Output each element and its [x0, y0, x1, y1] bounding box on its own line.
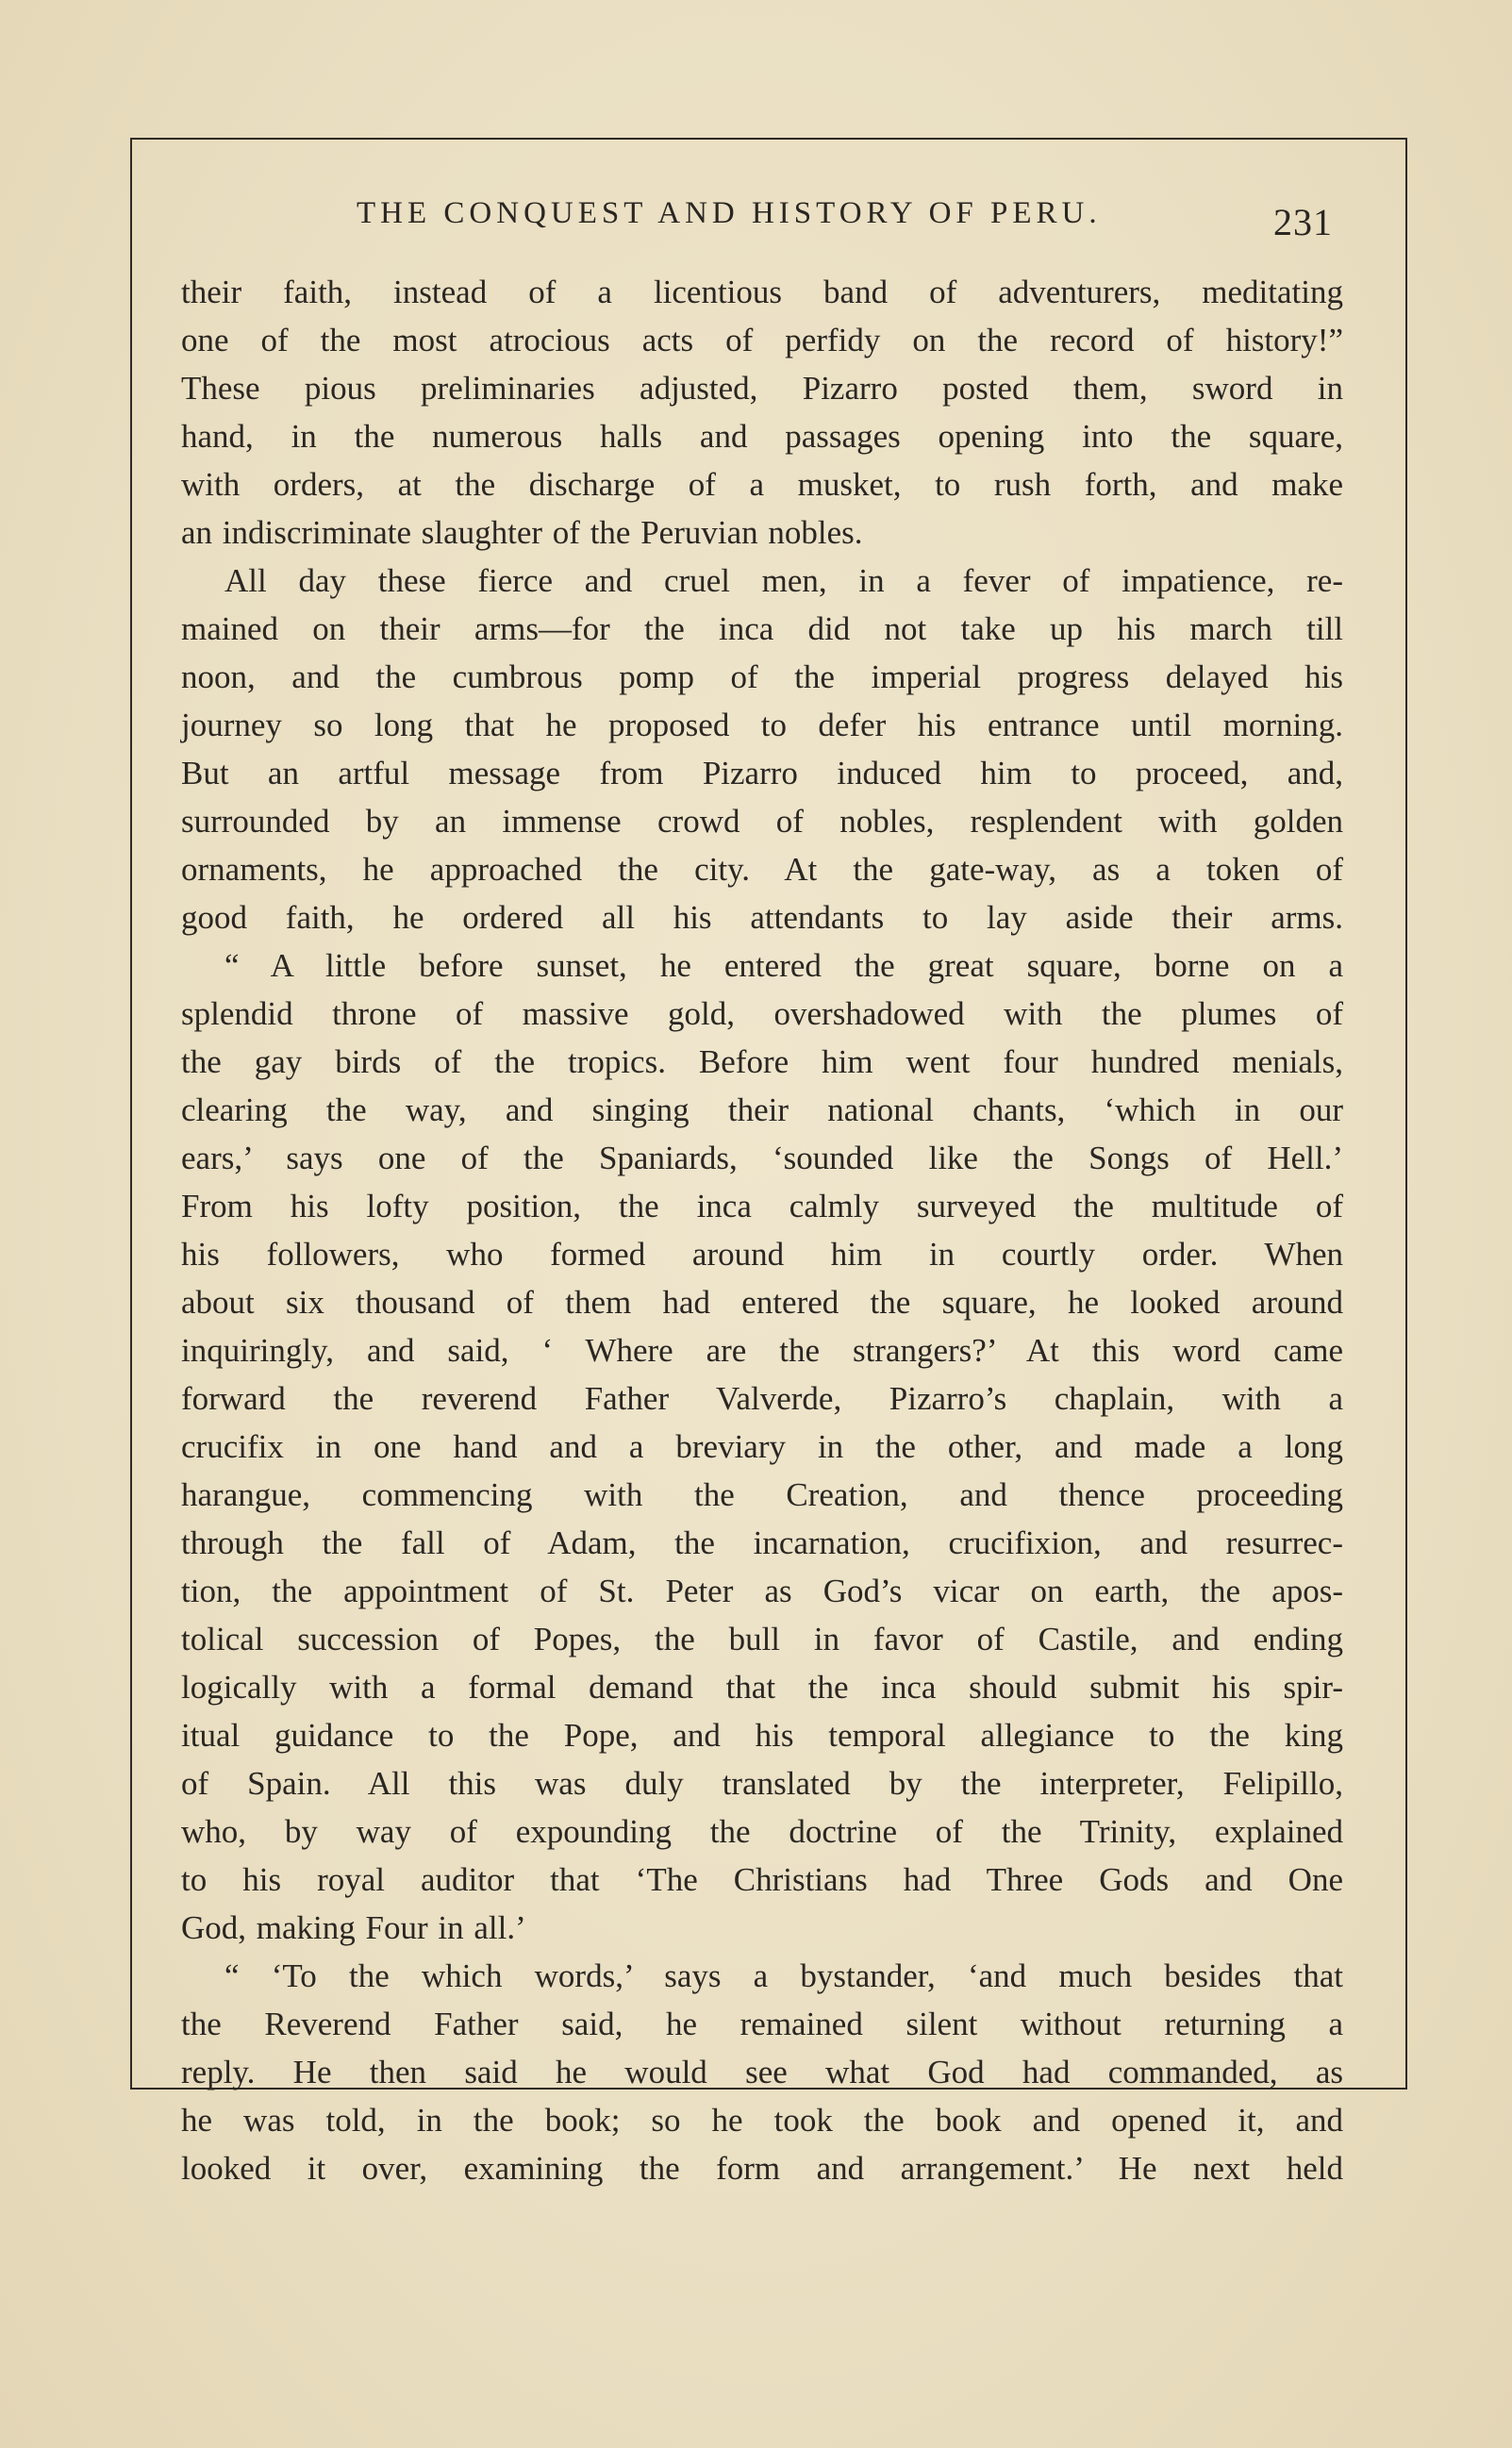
page-header [189, 194, 1349, 251]
text-line: clearing the way, and singing their national chants, ‘which in our [181, 1091, 1343, 1128]
text-line: to his royal auditor that ‘The Christians had Three Gods and One [181, 1861, 1343, 1898]
text-line: reply. He then said he would see what God had commanded, as [181, 2054, 1343, 2090]
text-line: about six thousand of them had entered the square, he looked around [181, 1284, 1343, 1321]
text-line: From his lofty position, the inca calmly surveyed the multitude of [181, 1188, 1343, 1224]
text-line: he was told, in the book; so he took the book and opened it, and [181, 2102, 1343, 2139]
text-line: noon, and the cumbrous pomp of the imperial progress delayed his [181, 658, 1343, 695]
text-line: the gay birds of the tropics. Before him went four hundred menials, [181, 1043, 1343, 1080]
running-title: THE CONQUEST AND HISTORY OF PERU. [357, 196, 1102, 230]
text-line: the Reverend Father said, he remained silent without returning a [181, 2006, 1343, 2042]
text-line: But an artful message from Pizarro induced him to proceed, and, [181, 755, 1343, 791]
text-line: ears,’ says one of the Spaniards, ‘sounded like the Songs of Hell.’ [181, 1140, 1343, 1176]
text-line: one of the most atrocious acts of perfidy on the record of history!” [181, 322, 1343, 358]
text-line: through the fall of Adam, the incarnation, crucifixion, and resurrec- [181, 1524, 1343, 1561]
text-line: God, making Four in all.’ [181, 1909, 526, 1946]
text-line: ornaments, he approached the city. At the gate-way, as a token of [181, 851, 1343, 888]
text-line: mained on their arms—for the inca did not take up his march till [181, 610, 1343, 647]
text-line: surrounded by an immense crowd of nobles, resplendent with golden [181, 803, 1343, 840]
text-line: tolical succession of Popes, the bull in favor of Castile, and ending [181, 1621, 1343, 1657]
text-line: journey so long that he proposed to defer his entrance until morning. [181, 707, 1343, 743]
text-line: an indiscriminate slaughter of the Peruvian nobles. [181, 514, 863, 551]
text-line: “ A little before sunset, he entered the great square, borne on a [224, 947, 1343, 984]
text-line: tion, the appointment of St. Peter as God’s vicar on earth, the apos- [181, 1573, 1343, 1609]
body-text [181, 268, 1343, 2192]
text-line: harangue, commencing with the Creation, and thence proceeding [181, 1476, 1343, 1513]
text-line: of Spain. All this was duly translated by the interpreter, Felipillo, [181, 1765, 1343, 1802]
text-line: splendid throne of massive gold, overshadowed with the plumes of [181, 995, 1343, 1032]
text-line: with orders, at the discharge of a musket, to rush forth, and make [181, 466, 1343, 503]
text-line: All day these fierce and cruel men, in a fever of impatience, re- [224, 562, 1343, 599]
text-line: “ ‘To the which words,’ says a bystander, ‘and much besides that [224, 1957, 1343, 1994]
text-line: looked it over, examining the form and arrangement.’ He next held [181, 2150, 1343, 2187]
text-line: crucifix in one hand and a breviary in the other, and made a long [181, 1428, 1343, 1465]
text-line: inquiringly, and said, ‘ Where are the strangers?’ At this word came [181, 1332, 1343, 1369]
text-line: hand, in the numerous halls and passages opening into the square, [181, 418, 1343, 455]
text-line: forward the reverend Father Valverde, Pizarro’s chaplain, with a [181, 1380, 1343, 1417]
text-line: logically with a formal demand that the inca should submit his spir- [181, 1669, 1343, 1706]
text-line: These pious preliminaries adjusted, Pizarro posted them, sword in [181, 370, 1343, 407]
text-line: good faith, he ordered all his attendants to lay aside their arms. [181, 899, 1343, 936]
text-line: itual guidance to the Pope, and his temporal allegiance to the king [181, 1717, 1343, 1754]
page-number: 231 [1273, 201, 1333, 243]
text-line: who, by way of expounding the doctrine of the Trinity, explained [181, 1813, 1343, 1850]
text-line: his followers, who formed around him in courtly order. When [181, 1236, 1343, 1273]
text-line: their faith, instead of a licentious band of adventurers, meditating [181, 274, 1343, 310]
